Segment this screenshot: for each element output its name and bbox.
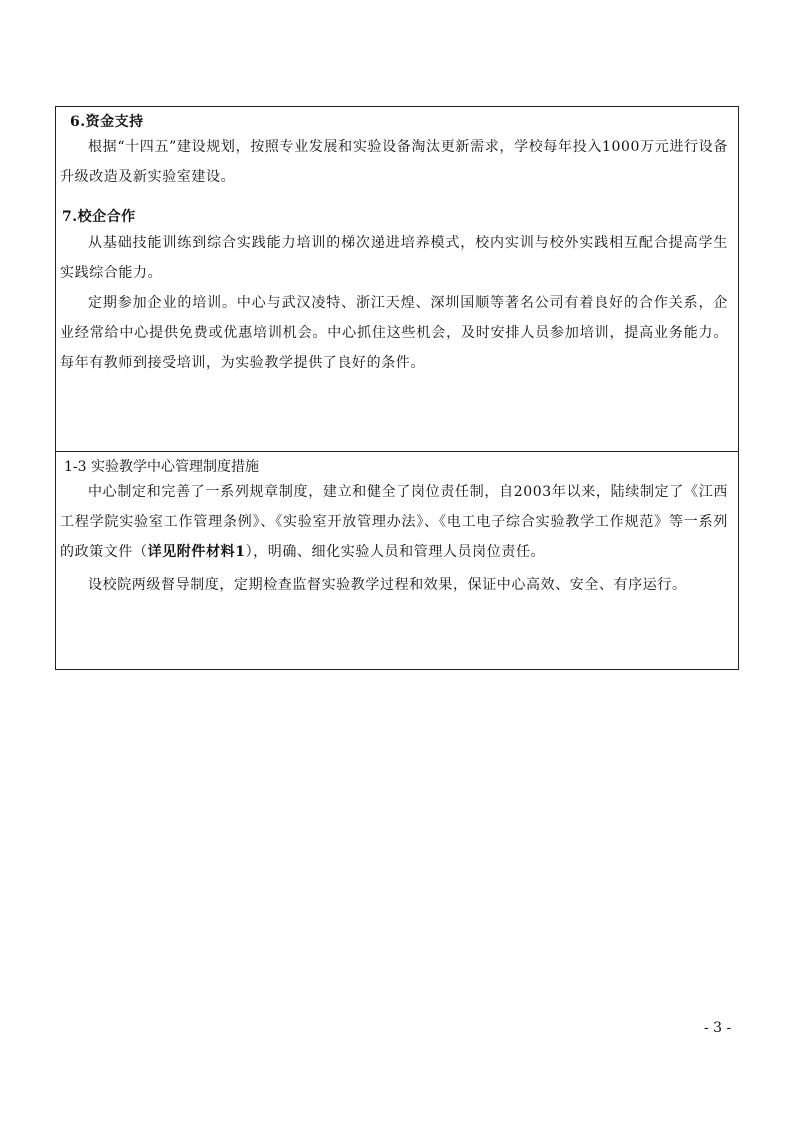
section-7-paragraph-2: 定期参加企业的培训。中心与武汉凌特、浙江天煌、深圳国顺等著名公司有着良好的合作关系，企业经常给中心提供免费或优惠培训机会。中心抓住这些机会，及时安排人员参加培训，提高业务能力。每年有教师到接受培训，为实验教学提供了良好的条件。: [60, 295, 728, 371]
attachment-reference: 详见附件材料1: [147, 544, 246, 560]
section-6-paragraph: 根据“十四五”建设规划，按照专业发展和实验设备淘汰更新需求，学校每年投入1000万元进行设备升级改造及新实验室建设。: [60, 139, 728, 185]
paragraph-text: 中心制定和完善了一系列规章制度，建立和健全了岗位责任制，自2003年以来，陆续制定了《江西工程学院实验室工作管理条例》、《实验室开放管理办法》、《电工电子综合实验教学工作规范》等一系列的政策文件（: [60, 484, 728, 560]
management-measures-section: [55, 452, 739, 670]
section-7-heading: 7.校企合作: [62, 209, 136, 225]
section-1-3-paragraph-2: 设校院两级督导制度，定期检查监督实验教学过程和效果，保证中心高效、安全、有序运行。: [88, 577, 687, 593]
section-6-heading: 6.资金支持: [70, 114, 144, 130]
section-7-paragraph-1: 从基础技能训练到综合实践能力培训的梯次递进培养模式，校内实训与校外实践相互配合提高学生实践综合能力。: [60, 235, 728, 281]
paragraph-text-end: ），明确、细化实验人员和管理人员岗位责任。: [245, 544, 546, 560]
page-number: - 3 -: [704, 1020, 732, 1036]
section-1-3-paragraph-1: [60, 477, 728, 567]
section-1-3-heading: 1-3 实验教学中心管理制度措施: [64, 459, 259, 475]
funding-and-cooperation-section: [55, 106, 739, 452]
